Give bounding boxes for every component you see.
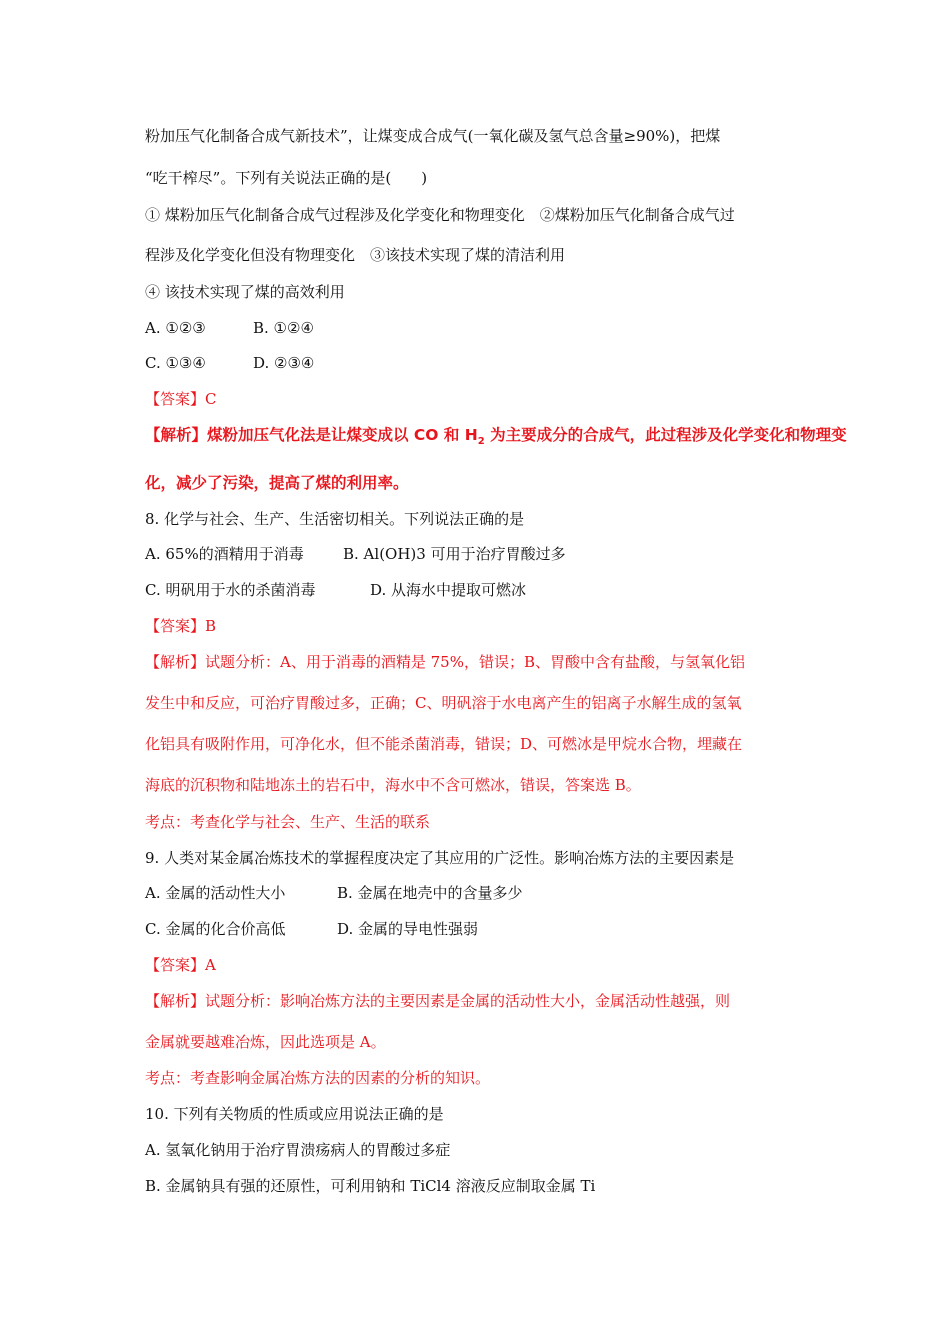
q7-analysis-post: 为主要成分的合成气，此过程涉及化学变化和物理变 xyxy=(484,426,847,444)
q7-option-d: D. ②③④ xyxy=(253,354,315,372)
q9-option-c: C. 金属的化合价高低 xyxy=(145,920,286,938)
q9-options-ab xyxy=(145,883,523,903)
q8-option-a: A. 65%的酒精用于消毒 xyxy=(145,545,304,563)
q9-analysis-line1: 【解析】试题分析：影响冶炼方法的主要因素是金属的活动性大小，金属活动性越强，则 xyxy=(145,992,731,1010)
q7-item-line2: 程涉及化学变化但没有物理变化 ③该技术实现了煤的清洁利用 xyxy=(145,246,566,264)
q8-option-d: D. 从海水中提取可燃冰 xyxy=(370,581,527,599)
q8-analysis-line2: 发生中和反应，可治疗胃酸过多，正确；C、明矾溶于水电离产生的铝离子水解生成的氢氧 xyxy=(145,694,742,712)
q9-options-cd xyxy=(145,919,478,939)
q7-analysis-line2: 化，减少了污染，提高了煤的利用率。 xyxy=(145,474,409,492)
q7-option-b: B. ①②④ xyxy=(253,319,314,337)
q7-option-a: A. ①②③ xyxy=(145,319,206,337)
q7-item-line1: ① 煤粉加压气化制备合成气过程涉及化学变化和物理变化 ②煤粉加压气化制备合成气过 xyxy=(145,206,735,224)
q7-options-cd xyxy=(145,353,314,373)
q8-answer: 【答案】B xyxy=(145,617,217,635)
q9-answer: 【答案】A xyxy=(145,956,216,974)
q9-stem: 9. 人类对某金属冶炼技术的掌握程度决定了其应用的广泛性。影响冶炼方法的主要因素是 xyxy=(145,849,735,867)
q8-stem: 8. 化学与社会、生产、生活密切相关。下列说法正确的是 xyxy=(145,510,525,528)
q7-analysis-pre: 【解析】煤粉加压气化法是让煤变成以 CO 和 H xyxy=(145,426,478,444)
q7-options-ab xyxy=(145,318,314,338)
q9-option-b: B. 金属在地壳中的含量多少 xyxy=(337,884,523,902)
q7-analysis-line1 xyxy=(145,425,847,452)
q8-kaodian: 考点：考查化学与社会、生产、生活的联系 xyxy=(145,813,431,831)
q7-item-line3: ④ 该技术实现了煤的高效利用 xyxy=(145,283,345,301)
q7-option-c: C. ①③④ xyxy=(145,354,206,372)
q8-analysis-line1: 【解析】试题分析：A、用于消毒的酒精是 75%，错误；B、胃酸中含有盐酸，与氢氧化铝 xyxy=(145,653,745,671)
q9-option-a: A. 金属的活动性大小 xyxy=(145,884,286,902)
q8-options-ab xyxy=(145,544,566,564)
q7-answer: 【答案】C xyxy=(145,390,217,408)
q9-analysis-line2: 金属就要越难冶炼，因此选项是 A。 xyxy=(145,1033,386,1051)
q10-stem: 10. 下列有关物质的性质或应用说法正确的是 xyxy=(145,1105,444,1123)
q10-option-b: B. 金属钠具有强的还原性，可利用钠和 TiCl4 溶液反应制取金属 Ti xyxy=(145,1177,596,1195)
q9-option-d: D. 金属的导电性强弱 xyxy=(337,920,479,938)
q8-analysis-line3: 化铝具有吸附作用，可净化水，但不能杀菌消毒，错误；D、可燃冰是甲烷水合物，埋藏在 xyxy=(145,735,743,753)
q7-stem-line1: 粉加压气化制备合成气新技术”，让煤变成合成气(一氧化碳及氢气总含量≥90%)，把煤 xyxy=(145,127,721,145)
q8-option-b: B. Al(OH)3 可用于治疗胃酸过多 xyxy=(343,545,566,563)
q8-analysis-line4: 海底的沉积物和陆地冻土的岩石中，海水中不含可燃冰，错误，答案选 B。 xyxy=(145,776,641,794)
q7-stem-line2: “吃干榨尽”。下列有关说法正确的是( ) xyxy=(145,169,428,187)
q9-kaodian: 考点：考查影响金属冶炼方法的因素的分析的知识。 xyxy=(145,1069,491,1087)
q10-option-a: A. 氢氧化钠用于治疗胃溃疡病人的胃酸过多症 xyxy=(145,1141,451,1159)
q7-analysis-subscript: 2 xyxy=(477,436,485,448)
q8-options-cd xyxy=(145,580,526,600)
q8-option-c: C. 明矾用于水的杀菌消毒 xyxy=(145,581,316,599)
